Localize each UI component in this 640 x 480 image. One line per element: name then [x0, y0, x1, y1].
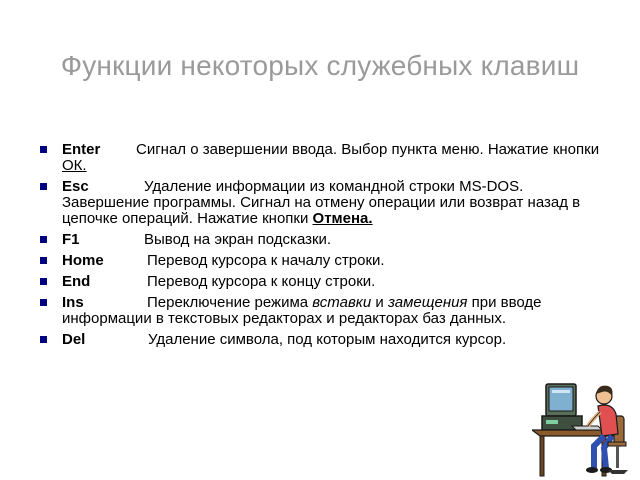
key-name: F1 [62, 231, 80, 248]
list-item-del [40, 332, 600, 348]
square-bullet-icon [40, 183, 47, 190]
list-item-f1 [40, 232, 600, 248]
person-at-computer-icon [532, 372, 638, 478]
key-name: End [62, 273, 91, 290]
ok-button-reference: ОК. [62, 157, 87, 174]
key-description: Удаление символа, под которым находится курсор. [148, 331, 507, 348]
conjunction: и [371, 294, 388, 311]
key-list [40, 142, 600, 353]
key-description: Сигнал о завершении ввода. Выбор пункта меню. Нажатие кнопки [136, 141, 600, 158]
insert-mode-term: вставки [312, 294, 372, 311]
key-name: Home [62, 252, 104, 269]
list-item-ins [40, 295, 600, 327]
replace-mode-term: замещения [387, 294, 468, 311]
key-description: Вывод на экран подсказки. [144, 231, 332, 248]
key-description: Переключение режима [147, 294, 313, 311]
list-item-enter [40, 142, 600, 174]
square-bullet-icon [40, 257, 47, 264]
list-item-home [40, 253, 600, 269]
key-description: Перевод курсора к началу строки. [147, 252, 385, 269]
slide-title: Функции некоторых служебных клавиш [60, 50, 580, 81]
square-bullet-icon [40, 278, 47, 285]
key-name: Del [62, 331, 86, 348]
list-item-end [40, 274, 600, 290]
key-description: Перевод курсора к концу строки. [147, 273, 376, 290]
key-description: Удаление информации из командной строки MS-DOS. Завершение программы. Сигнал на отмену операции или возврат назад в цепочке операций. Нажатие кнопки [62, 178, 581, 227]
key-name: Ins [62, 294, 84, 311]
key-name: Esc [62, 178, 89, 195]
cancel-button-reference: Отмена. [312, 210, 373, 227]
list-item-esc [40, 179, 600, 227]
key-description-continued: при вводе информации в текстовых редакторах и редакторах баз данных. [62, 294, 542, 327]
square-bullet-icon [40, 336, 47, 343]
square-bullet-icon [40, 236, 47, 243]
square-bullet-icon [40, 299, 47, 306]
key-name: Enter [62, 141, 101, 158]
square-bullet-icon [40, 146, 47, 153]
